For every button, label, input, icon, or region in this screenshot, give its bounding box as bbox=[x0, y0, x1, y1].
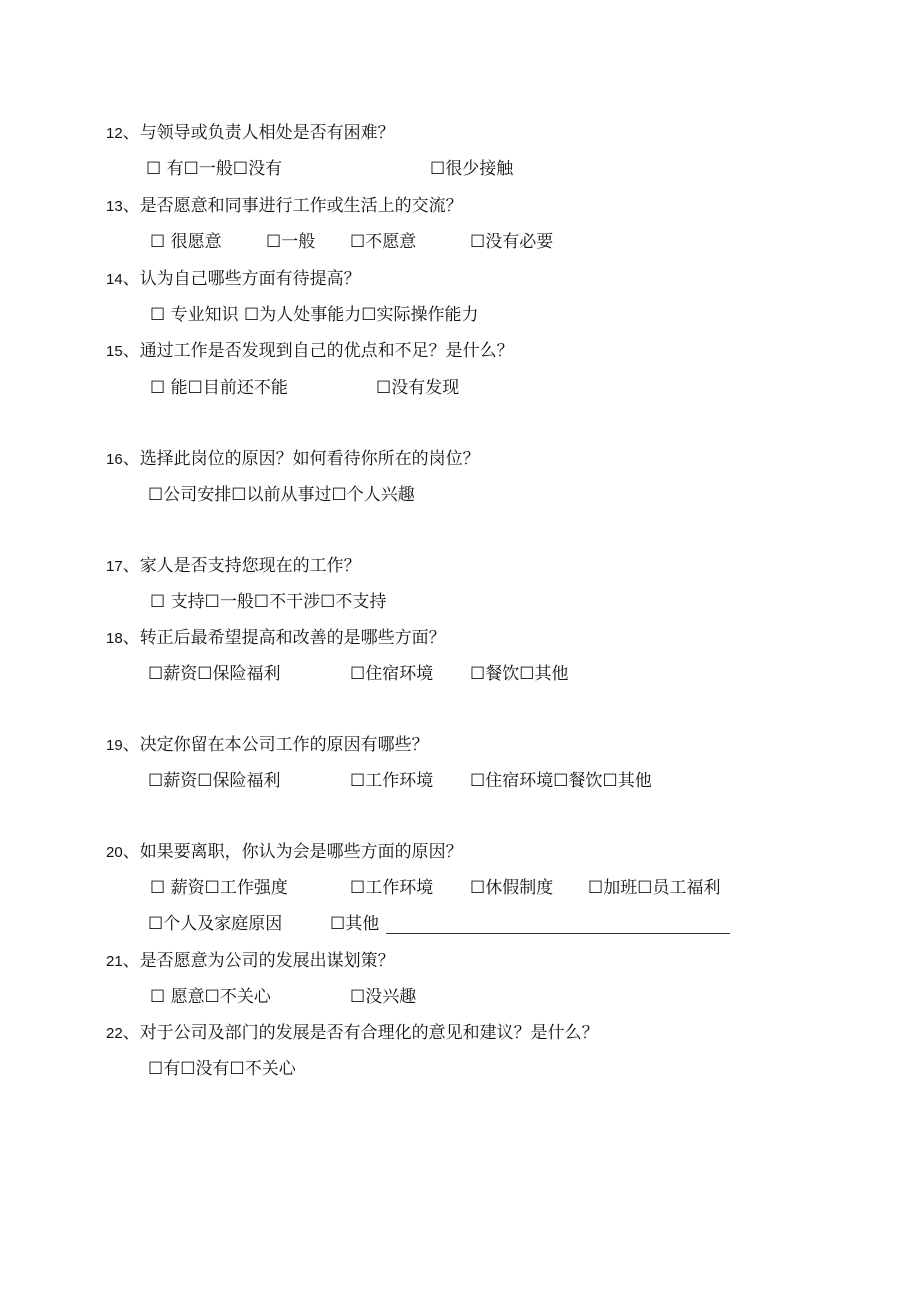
option-q20-personal-family[interactable]: ☐个人及家庭原因 bbox=[148, 914, 283, 934]
option-q13-normal[interactable]: ☐一般 bbox=[266, 232, 316, 252]
question-separator: 、 bbox=[122, 196, 140, 216]
question-text: 是否愿意为公司的发展出谋划策？ bbox=[139, 951, 395, 971]
option-q20-other[interactable]: ☐其他 bbox=[330, 914, 380, 934]
question-number: 15 bbox=[106, 343, 123, 360]
option-q20-work-environment[interactable]: ☐工作环境 bbox=[350, 878, 434, 898]
question-number: 16 bbox=[106, 451, 123, 468]
option-q21-willing-indifferent[interactable]: ☐ 愿意☐不关心 bbox=[150, 987, 271, 1007]
question-18 bbox=[106, 627, 446, 650]
option-q12-yes-normal-no[interactable]: ☐ 有☐一般☐没有 bbox=[146, 159, 283, 179]
option-q18-meals-other[interactable]: ☐餐饮☐其他 bbox=[470, 664, 569, 684]
option-q12-rarely-contact[interactable]: ☐很少接触 bbox=[430, 159, 514, 179]
question-22 bbox=[106, 1022, 599, 1045]
question-separator: 、 bbox=[122, 269, 140, 289]
question-number: 22 bbox=[106, 1025, 123, 1042]
question-text: 通过工作是否发现到自己的优点和不足？是什么？ bbox=[139, 341, 514, 361]
question-text: 转正后最希望提高和改善的是哪些方面？ bbox=[139, 628, 446, 648]
question-number: 20 bbox=[106, 844, 123, 861]
option-q13-unwilling[interactable]: ☐不愿意 bbox=[350, 232, 417, 252]
option-q19-salary-insurance[interactable]: ☐薪资☐保险福利 bbox=[148, 771, 281, 791]
question-13 bbox=[106, 195, 463, 218]
question-separator: 、 bbox=[122, 449, 140, 469]
question-text: 是否愿意和同事进行工作或生活上的交流？ bbox=[139, 196, 463, 216]
question-19 bbox=[106, 734, 429, 757]
question-separator: 、 bbox=[122, 341, 140, 361]
option-q22-has-none-indifferent[interactable]: ☐有☐没有☐不关心 bbox=[148, 1059, 296, 1079]
question-separator: 、 bbox=[122, 1023, 140, 1043]
question-17 bbox=[106, 555, 361, 578]
option-q17-support[interactable]: ☐ 支持☐一般☐不干涉☐不支持 bbox=[150, 592, 387, 612]
question-separator: 、 bbox=[122, 951, 140, 971]
question-separator: 、 bbox=[122, 628, 140, 648]
question-number: 21 bbox=[106, 953, 123, 970]
question-text: 与领导或负责人相处是否有困难？ bbox=[139, 123, 395, 143]
option-q13-unnecessary[interactable]: ☐没有必要 bbox=[470, 232, 554, 252]
question-separator: 、 bbox=[122, 842, 140, 862]
question-separator: 、 bbox=[122, 556, 140, 576]
option-q18-housing[interactable]: ☐住宿环境 bbox=[350, 664, 434, 684]
option-q14-skills[interactable]: ☐ 专业知识 ☐为人处事能力☐实际操作能力 bbox=[150, 305, 479, 325]
question-number: 12 bbox=[106, 125, 123, 142]
option-q19-work-environment[interactable]: ☐工作环境 bbox=[350, 771, 434, 791]
option-q20-vacation[interactable]: ☐休假制度 bbox=[470, 878, 554, 898]
option-q16-reasons[interactable]: ☐公司安排☐以前从事过☐个人兴趣 bbox=[148, 485, 415, 505]
question-number: 14 bbox=[106, 271, 123, 288]
question-separator: 、 bbox=[122, 735, 140, 755]
option-q20-overtime-benefits[interactable]: ☐加班☐员工福利 bbox=[588, 878, 721, 898]
question-number: 17 bbox=[106, 558, 123, 575]
option-q15-not-found[interactable]: ☐没有发现 bbox=[376, 378, 460, 398]
question-number: 19 bbox=[106, 737, 123, 754]
question-20 bbox=[106, 841, 463, 864]
option-q18-salary-insurance[interactable]: ☐薪资☐保险福利 bbox=[148, 664, 281, 684]
option-q15-can-not-yet[interactable]: ☐ 能☐目前还不能 bbox=[150, 378, 288, 398]
other-answer-blank-line[interactable] bbox=[386, 933, 730, 934]
question-15 bbox=[106, 340, 514, 363]
question-text: 对于公司及部门的发展是否有合理化的意见和建议？是什么？ bbox=[139, 1023, 599, 1043]
question-number: 13 bbox=[106, 198, 123, 215]
option-q21-no-interest[interactable]: ☐没兴趣 bbox=[350, 987, 417, 1007]
question-text: 如果要离职，你认为会是哪些方面的原因？ bbox=[139, 842, 463, 862]
question-21 bbox=[106, 950, 395, 973]
question-14 bbox=[106, 268, 361, 291]
option-q13-very-willing[interactable]: ☐ 很愿意 bbox=[150, 232, 222, 252]
question-number: 18 bbox=[106, 630, 123, 647]
question-12 bbox=[106, 122, 395, 145]
question-text: 决定你留在本公司工作的原因有哪些？ bbox=[139, 735, 429, 755]
question-text: 家人是否支持您现在的工作？ bbox=[139, 556, 361, 576]
question-16 bbox=[106, 448, 480, 471]
option-q19-housing-meals-other[interactable]: ☐住宿环境☐餐饮☐其他 bbox=[470, 771, 652, 791]
option-q20-salary-intensity[interactable]: ☐ 薪资☐工作强度 bbox=[150, 878, 288, 898]
question-text: 认为自己哪些方面有待提高？ bbox=[139, 269, 361, 289]
question-separator: 、 bbox=[122, 123, 140, 143]
question-text: 选择此岗位的原因？如何看待你所在的岗位？ bbox=[139, 449, 480, 469]
